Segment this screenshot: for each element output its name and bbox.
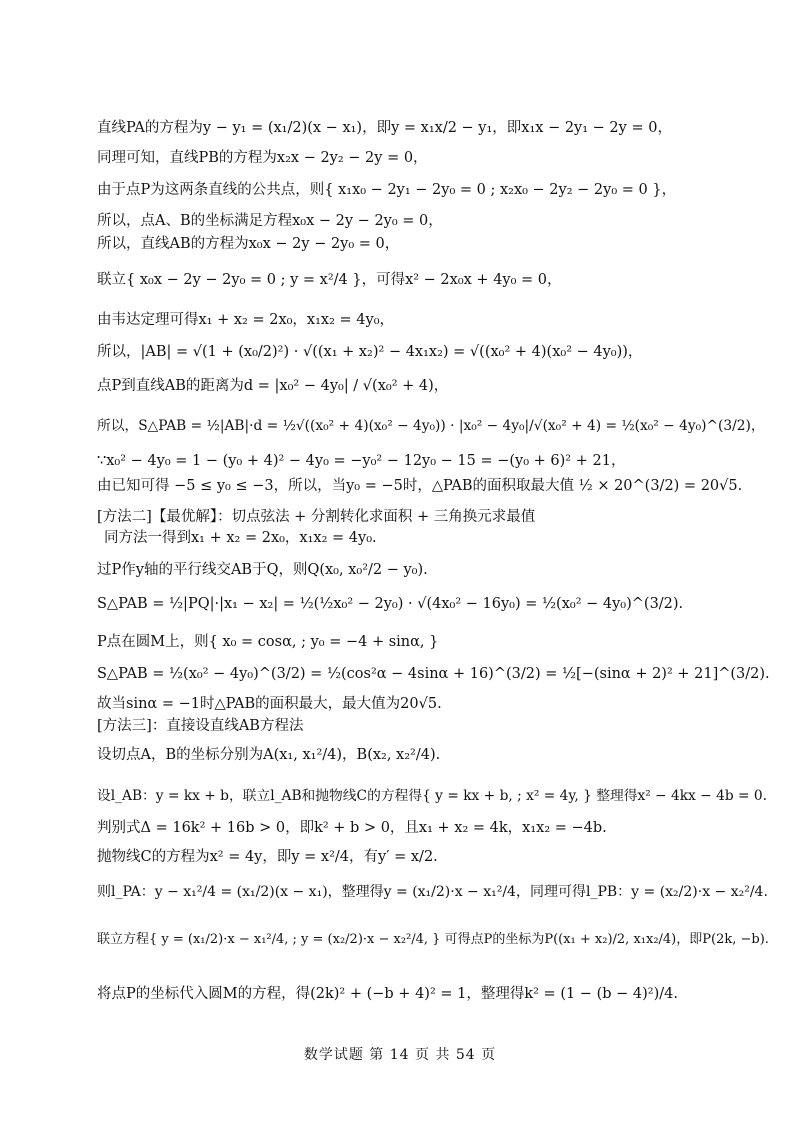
text-line: ∵x₀² − 4y₀ = 1 − (y₀ + 4)² − 4y₀ = −y₀² − 12y₀ − 15 = −(y₀ + 6)² + 21， [97,453,626,469]
text-line: 点P到直线AB的距离为d = |x₀² − 4y₀| / √(x₀² + 4)， [97,378,449,394]
text-line: 所以，点A、B的坐标满足方程x₀x − 2y − 2y₀ = 0， [97,213,443,229]
text-line: 将点P的坐标代入圆M的方程，得(2k)² + (−b + 4)² = 1，整理得k² = (1 − (b − 4)²)/4. [97,986,678,1002]
text-line: S△PAB = ½(x₀² − 4y₀)^(3/2) = ½(cos²α − 4sinα + 16)^(3/2) = ½[−(sinα + 2)² + 21]^(3/2). [97,666,770,682]
text-line: 所以，S△PAB = ½|AB|·d = ½√((x₀² + 4)(x₀² − 4y₀)) · |x₀² − 4y₀|/√(x₀² + 4) = ½(x₀² − 4y₀)^(3/2)， [97,418,765,434]
text-line: 所以，|AB| = √(1 + (x₀/2)²) · √((x₁ + x₂)² − 4x₁x₂) = √((x₀² + 4)(x₀² − 4y₀))， [97,344,643,360]
text-line: 同理可知，直线PB的方程为x₂x − 2y₂ − 2y = 0， [97,150,428,166]
text-line: 故当sinα = −1时△PAB的面积最大，最大值为20√5. [97,696,442,712]
text-line: 由已知可得 −5 ≤ y₀ ≤ −3，所以，当y₀ = −5时，△PAB的面积取最大值 ½ × 20^(3/2) = 20√5. [97,478,743,494]
section-heading: [方法三]：直接设直线AB方程法 [97,718,304,734]
text-line: 过P作y轴的平行线交AB于Q，则Q(x₀, x₀²/2 − y₀). [97,562,428,578]
text-line: S△PAB = ½|PQ|·|x₁ − x₂| = ½(½x₀² − 2y₀) · √(4x₀² − 16y₀) = ½(x₀² − 4y₀)^(3/2). [97,596,684,612]
page-footer: 数学试题 第 14 页 共 54 页 [303,1047,497,1063]
text-line: 抛物线C的方程为x² = 4y，即y = x²/4，有y′ = x/2. [97,849,438,865]
text-line: 直线PA的方程为y − y₁ = (x₁/2)(x − x₁)，即y = x₁x/2 − y₁，即x₁x − 2y₁ − 2y = 0， [97,120,672,136]
text-line: 设切点A，B的坐标分别为A(x₁, x₁²/4)，B(x₂, x₂²/4). [97,747,441,763]
text-line: 所以，直线AB的方程为x₀x − 2y − 2y₀ = 0， [97,236,400,252]
text-line: 则l_PA：y − x₁²/4 = (x₁/2)(x − x₁)，整理得y = (x₁/2)·x − x₁²/4，同理可得l_PB：y = (x₂/2)·x − x₂²/4. [97,884,768,900]
text-line: 联立方程{ y = (x₁/2)·x − x₁²/4, ; y = (x₂/2)·x − x₂²/4, } 可得点P的坐标为P((x₁ + x₂)/2, x₁x₂/4)，即P(2k, −b). [97,932,769,947]
text-line: 同方法一得到x₁ + x₂ = 2x₀，x₁x₂ = 4y₀. [104,530,377,546]
text-line: 由韦达定理可得x₁ + x₂ = 2x₀，x₁x₂ = 4y₀， [97,312,395,328]
text-line: P点在圆M上，则{ x₀ = cosα, ; y₀ = −4 + sinα, } [97,634,439,650]
text-line: 联立{ x₀x − 2y − 2y₀ = 0 ; y = x²/4 }，可得x² − 2x₀x + 4y₀ = 0， [97,272,562,288]
text-line: 由于点P为这两条直线的公共点，则{ x₁x₀ − 2y₁ − 2y₀ = 0 ; x₂x₀ − 2y₂ − 2y₀ = 0 }， [97,182,677,198]
section-heading: [方法二]【最优解】：切点弦法 + 分割转化求面积 + 三角换元求最值 [97,509,536,525]
text-line: 设l_AB：y = kx + b，联立l_AB和抛物线C的方程得{ y = kx + b, ; x² = 4y, } 整理得x² − 4kx − 4b = 0. [97,788,767,804]
text-line: 判别式Δ = 16k² + 16b > 0，即k² + b > 0，且x₁ + x₂ = 4k，x₁x₂ = −4b. [97,820,607,836]
